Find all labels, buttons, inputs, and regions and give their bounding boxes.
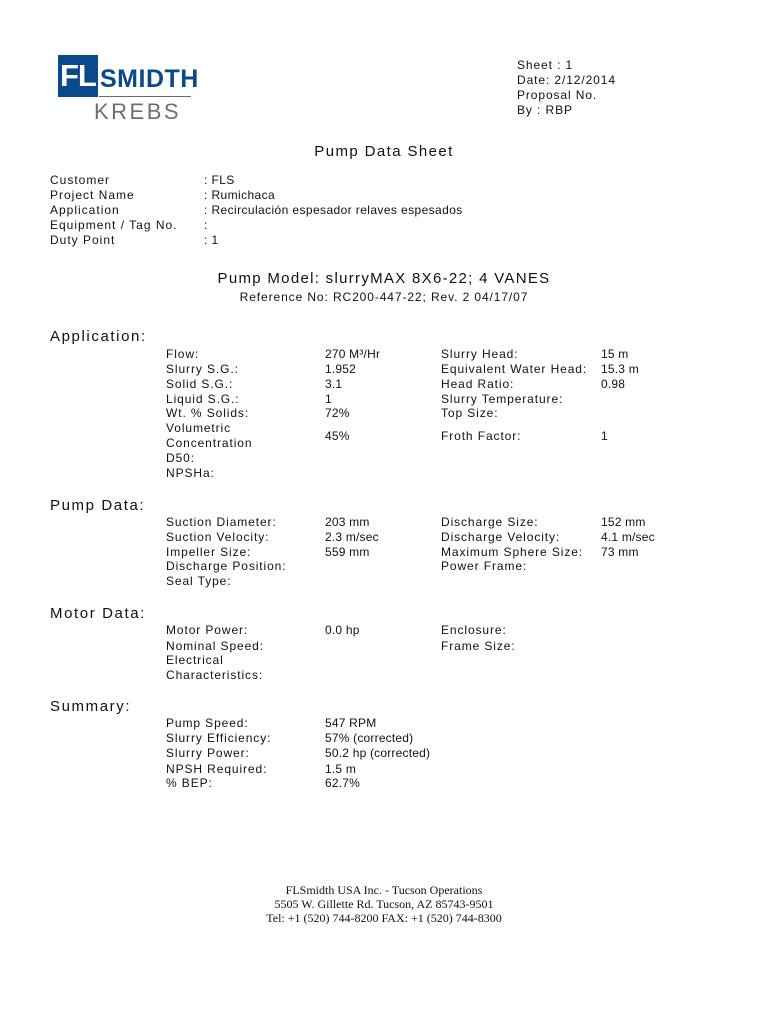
duty-point-label: Duty Point <box>50 233 116 247</box>
logo-smidth-text: SMIDTH <box>100 65 199 93</box>
impeller-size-value: 559 mm <box>325 545 370 559</box>
electrical-characteristics-label-line1: Electrical <box>166 653 224 667</box>
suction-diameter-label: Suction Diameter: <box>166 515 277 529</box>
wt-solids-label: Wt. % Solids: <box>166 406 250 420</box>
seal-type-label: Seal Type: <box>166 574 232 588</box>
npsh-required-label: NPSH Required: <box>166 762 268 776</box>
discharge-position-label: Discharge Position: <box>166 559 287 573</box>
electrical-characteristics-label-line2: Characteristics: <box>166 668 264 682</box>
suction-velocity-value: 2.3 m/sec <box>325 530 379 544</box>
application-value: : Recirculación espesador relaves espesados <box>204 203 463 217</box>
section-summary-heading: Summary: <box>50 698 132 715</box>
logo-divider <box>99 96 191 97</box>
project-name-label: Project Name <box>50 188 135 202</box>
impeller-size-label: Impeller Size: <box>166 545 252 559</box>
logo-krebs-text: KREBS <box>94 99 182 124</box>
slurry-sg-label: Slurry S.G.: <box>166 362 239 376</box>
pump-model: Pump Model: slurryMAX 8X6-22; 4 VANES <box>217 270 551 287</box>
head-ratio-value: 0.98 <box>601 377 626 391</box>
footer-phone-fax: Tel: +1 (520) 744-8200 FAX: +1 (520) 744-8300 <box>266 911 502 925</box>
maximum-sphere-size-value: 73 mm <box>601 545 639 559</box>
volumetric-concentration-value: 45% <box>325 429 350 443</box>
froth-factor-value: 1 <box>601 429 608 443</box>
customer-label: Customer <box>50 173 111 187</box>
solid-sg-value: 3.1 <box>325 377 343 391</box>
liquid-sg-label: Liquid S.G.: <box>166 392 240 406</box>
discharge-size-value: 152 mm <box>601 515 646 529</box>
npsha-label: NPSHa: <box>166 466 215 480</box>
head-ratio-label: Head Ratio: <box>441 377 515 391</box>
d50-label: D50: <box>166 451 195 465</box>
discharge-velocity-label: Discharge Velocity: <box>441 530 561 544</box>
equivalent-water-head-value: 15.3 m <box>601 362 639 376</box>
equipment-tag-value: : <box>204 218 208 232</box>
section-pump-data-heading: Pump Data: <box>50 497 146 514</box>
power-frame-label: Power Frame: <box>441 559 528 573</box>
sheet-number: Sheet : 1 <box>517 58 574 72</box>
page-title: Pump Data Sheet <box>314 143 454 160</box>
proposal-number: Proposal No. <box>517 88 598 102</box>
solid-sg-label: Solid S.G.: <box>166 377 234 391</box>
volumetric-concentration-label-line1: Volumetric <box>166 421 232 435</box>
volumetric-concentration-label-line2: Concentration <box>166 436 253 450</box>
equivalent-water-head-label: Equivalent Water Head: <box>441 362 588 376</box>
slurry-efficiency-value: 57% (corrected) <box>325 731 414 745</box>
pump-speed-label: Pump Speed: <box>166 716 249 730</box>
project-name-value: : Rumichaca <box>204 188 276 202</box>
nominal-speed-label: Nominal Speed: <box>166 639 264 653</box>
slurry-efficiency-label: Slurry Efficiency: <box>166 731 272 745</box>
logo-fl-text: FL <box>60 58 96 93</box>
froth-factor-label: Froth Factor: <box>441 429 522 443</box>
section-application-heading: Application: <box>50 328 147 345</box>
flow-value: 270 M³/Hr <box>325 347 381 361</box>
slurry-sg-value: 1.952 <box>325 362 357 376</box>
enclosure-label: Enclosure: <box>441 623 507 637</box>
suction-velocity-label: Suction Velocity: <box>166 530 270 544</box>
section-motor-data-heading: Motor Data: <box>50 605 146 622</box>
liquid-sg-value: 1 <box>325 392 332 406</box>
equipment-tag-label: Equipment / Tag No. <box>50 218 178 232</box>
application-label: Application <box>50 203 120 217</box>
footer-company: FLSmidth USA Inc. - Tucson Operations <box>285 883 483 897</box>
reference-number: Reference No: RC200-447-22; Rev. 2 04/17/07 <box>239 290 529 304</box>
slurry-power-label: Slurry Power: <box>166 746 250 760</box>
wt-solids-value: 72% <box>325 406 350 420</box>
slurry-power-value: 50.2 hp (corrected) <box>325 746 431 760</box>
duty-point-value: : 1 <box>204 233 219 247</box>
bep-value: 62.7% <box>325 776 361 790</box>
suction-diameter-value: 203 mm <box>325 515 370 529</box>
motor-power-value: 0.0 hp <box>325 623 360 637</box>
frame-size-label: Frame Size: <box>441 639 516 653</box>
maximum-sphere-size-label: Maximum Sphere Size: <box>441 545 584 559</box>
top-size-label: Top Size: <box>441 406 499 420</box>
motor-power-label: Motor Power: <box>166 623 249 637</box>
pump-speed-value: 547 RPM <box>325 716 377 730</box>
discharge-velocity-value: 4.1 m/sec <box>601 530 655 544</box>
flow-label: Flow: <box>166 347 200 361</box>
footer-address: 5505 W. Gillette Rd. Tucson, AZ 85743-9501 <box>274 897 494 911</box>
customer-value: : FLS <box>204 173 235 187</box>
npsh-required-value: 1.5 m <box>325 762 357 776</box>
discharge-size-label: Discharge Size: <box>441 515 539 529</box>
sheet-date: Date: 2/12/2014 <box>517 73 616 87</box>
slurry-temperature-label: Slurry Temperature: <box>441 392 564 406</box>
prepared-by: By : RBP <box>517 103 573 117</box>
slurry-head-label: Slurry Head: <box>441 347 519 361</box>
bep-label: % BEP: <box>166 776 213 790</box>
slurry-head-value: 15 m <box>601 347 629 361</box>
